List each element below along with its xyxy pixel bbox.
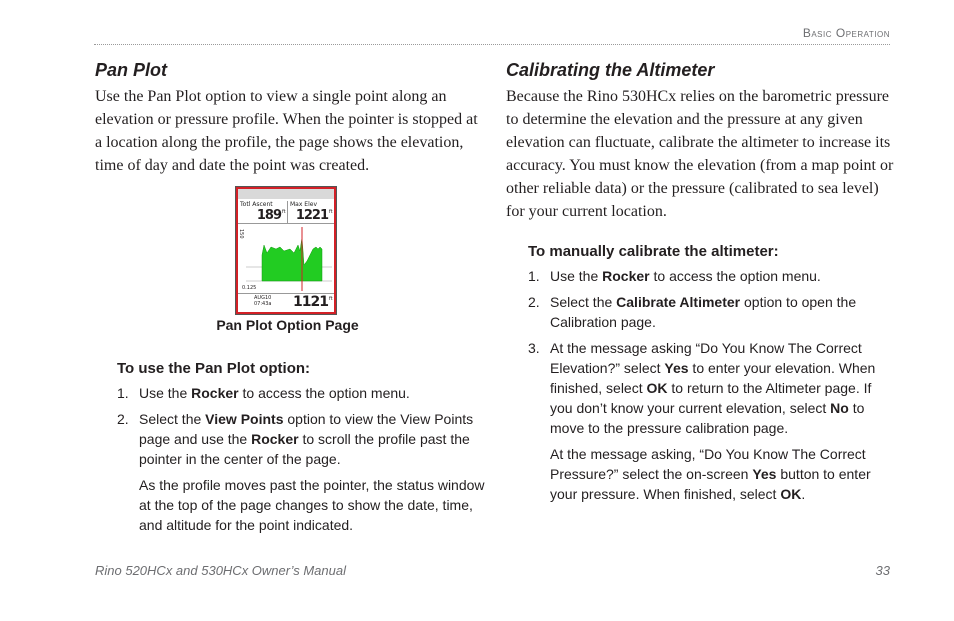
max-elevation-unit: ft bbox=[329, 209, 333, 215]
calibrate-procedure bbox=[528, 243, 896, 510]
y-scale-label: 150 bbox=[238, 229, 244, 239]
step-note: As the profile moves past the pointer, the status window at the top of the page changes to show the date, time, and altitude for the point indicated. bbox=[139, 477, 485, 533]
section-title-pan-plot: Pan Plot bbox=[95, 60, 168, 80]
pan-plot-section bbox=[95, 60, 485, 177]
list-item: 1. Use the Rocker to access the option menu. bbox=[117, 385, 410, 401]
max-elevation-field bbox=[288, 201, 334, 224]
total-ascent-label: Totl Ascent bbox=[240, 201, 273, 208]
page-number: 33 bbox=[875, 563, 890, 578]
step-note: At the message asking, “Do You Know The Correct Pressure?” select the on-screen Yes button to enter your pressure. When finished, select OK. bbox=[550, 446, 871, 502]
section-title-calibrate: Calibrating the Altimeter bbox=[506, 60, 715, 80]
list-item: 3. At the message asking “Do You Know The Correct Elevation?” select Yes to enter your elevation. When finished, select OK to return to the Altimeter page. If you don’t know your current elevation, select No to move to the pressure calibration page. At the message asking, “Do You Know The Correct Pressure?” select the on-screen Yes button to enter your pressure. When finished, select OK. bbox=[528, 338, 896, 504]
calibrate-steps bbox=[528, 266, 896, 504]
pan-plot-screenshot bbox=[235, 186, 337, 315]
list-item: 2. Select the Calibrate Altimeter option to open the Calibration page. bbox=[528, 294, 857, 330]
point-date-time bbox=[254, 295, 271, 307]
running-header: Basic Operation bbox=[802, 26, 890, 40]
total-ascent-unit: ft bbox=[282, 209, 286, 215]
list-item: 2. Select the View Points option to view the View Points page and use the Rocker to scroll the profile past the pointer in the center of the page. As the profile moves past the pointer, the status window at the top of the page changes to show the date, time, and altitude for the point indicated. bbox=[117, 409, 487, 535]
header-divider bbox=[94, 44, 890, 45]
calibrate-altimeter-section bbox=[506, 60, 896, 223]
point-time: 07:43a bbox=[254, 301, 272, 307]
elevation-profile-area bbox=[262, 237, 322, 281]
calibrate-intro: Because the Rino 530HCx relies on the barometric pressure to determine the elevation and the pressure at any given elevation can fluctuate, calibrate the altimeter to increase its accuracy. You must know the elevation (from a map point or other reliable data) or the pressure (calibrated to sea level) for your current location. bbox=[506, 88, 894, 220]
pan-plot-intro: Use the Pan Plot option to view a single point along an elevation or pressure profile. When the pointer is stopped at a location along the profile, the page shows the elevation, time of day and date the point was created. bbox=[95, 88, 478, 174]
list-item: 1. Use the Rocker to access the option menu. bbox=[528, 268, 821, 284]
total-ascent-value: 189 bbox=[256, 208, 281, 223]
pan-plot-procedure bbox=[117, 360, 487, 541]
procedure-title-calibrate: To manually calibrate the altimeter: bbox=[528, 243, 779, 260]
total-ascent-field bbox=[238, 201, 288, 224]
footer-manual-title: Rino 520HCx and 530HCx Owner’s Manual bbox=[95, 563, 346, 578]
x-scale-label: 0.125 bbox=[242, 285, 257, 291]
procedure-title-pan-plot: To use the Pan Plot option: bbox=[117, 360, 311, 377]
pan-plot-steps bbox=[117, 383, 487, 535]
point-date: AUG10 bbox=[254, 295, 272, 301]
max-elevation-label: Max Elev bbox=[290, 201, 318, 208]
point-elevation-value: 1121 bbox=[293, 294, 328, 310]
figure-caption: Pan Plot Option Page bbox=[216, 317, 359, 333]
max-elevation-value: 1221 bbox=[295, 208, 328, 223]
point-elevation-unit: ft bbox=[329, 296, 333, 302]
device-status-bar bbox=[238, 189, 334, 199]
